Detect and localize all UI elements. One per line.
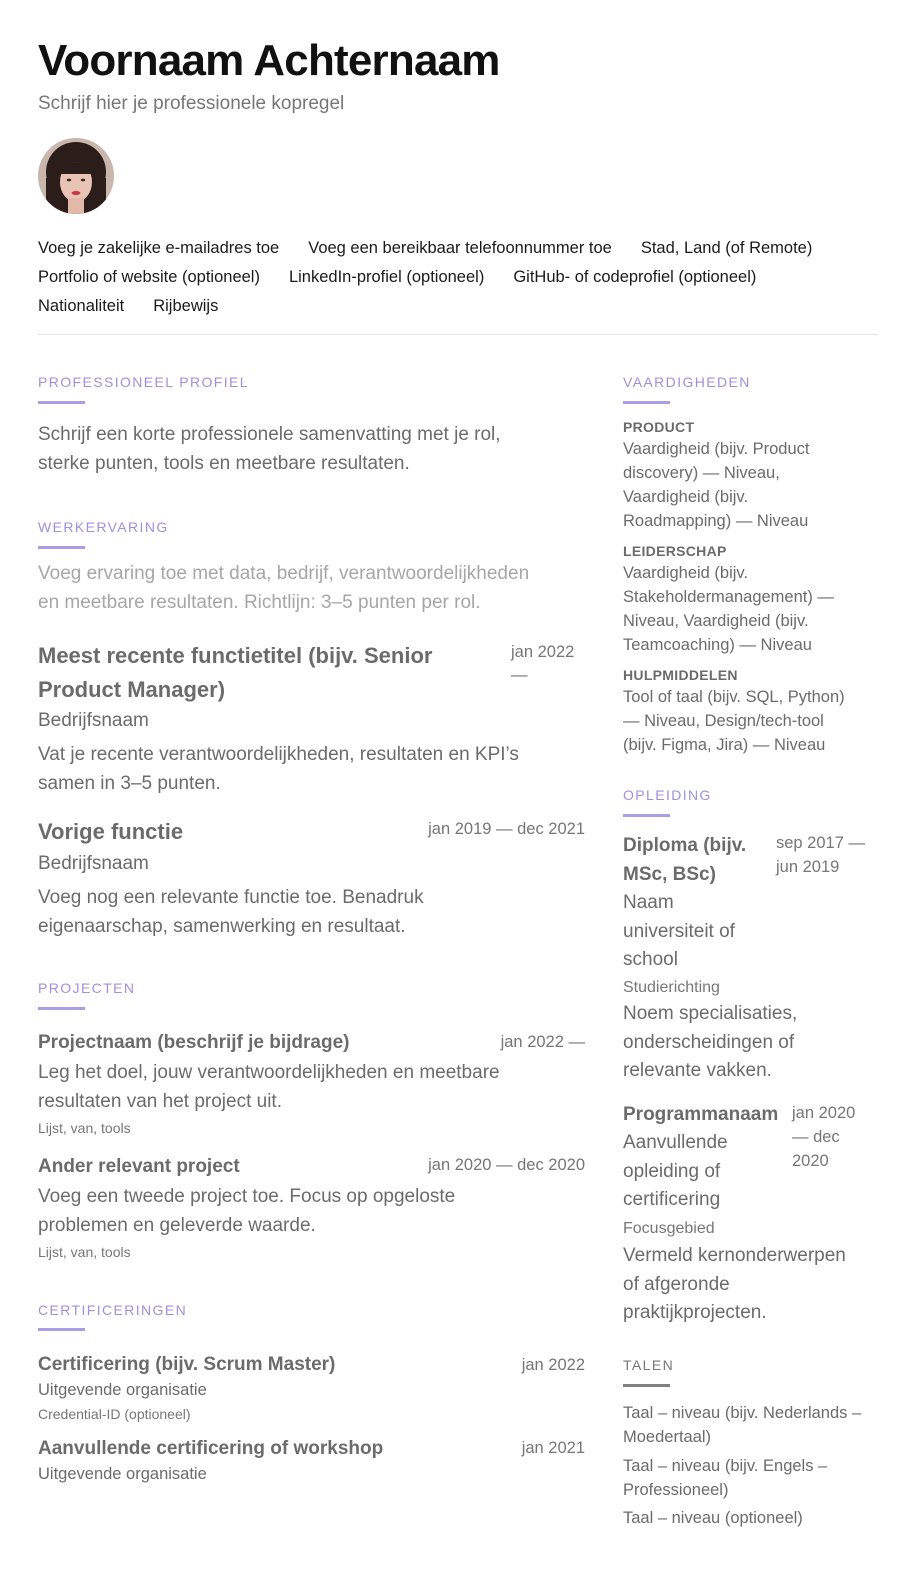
phone-contact[interactable]: Voeg een bereikbaar telefoonnummer toe [308,239,612,257]
section-title-languages: TALEN [623,1357,675,1373]
section-underline [38,1328,85,1331]
certification-date: jan 2022 [521,1356,585,1374]
location-contact: Stad, Land (of Remote) [640,239,813,257]
linkedin-link[interactable]: LinkedIn-profiel (optioneel) [288,268,485,286]
project-description: Leg het doel, jouw verantwoordelijkheden en meetbare resultaten van het project uit. [38,1062,500,1112]
certification-title: Certificering (bijv. Scrum Master) [38,1354,336,1375]
company-name: Bedrijfsnaam [38,710,149,731]
job-description: Vat je recente verantwoordelijkheden, resultaten en KPI’s samen in 3–5 punten. [38,744,519,794]
section-underline [623,814,670,817]
website-link[interactable]: Portfolio of website (optioneel) [38,268,260,286]
section-title-certifications: CERTIFICERINGEN [38,1302,188,1318]
header-divider [38,334,878,335]
education-degree: Diploma (bijv. MSc, BSc) [623,835,747,885]
education-date: sep 2017 — jun 2019 [776,834,865,876]
drivers-license: Rijbewijs [153,297,219,315]
section-underline [38,1007,85,1010]
project-description: Voeg een tweede project toe. Focus op opgeloste problemen en geleverde waarde. [38,1186,456,1236]
skill-group-heading: HULPMIDDELEN [623,667,738,683]
project-tools: Lijst, van, tools [38,1120,131,1136]
section-title-skills: VAARDIGHEDEN [623,374,751,390]
profile-summary: Schrijf een korte professionele samenvatting met je rol, sterke punten, tools en meetbare resultaten. [38,424,501,474]
section-underline [623,1384,670,1387]
education-description: Vermeld kernonderwerpen of afgeronde praktijkprojecten. [623,1245,846,1323]
project-date: jan 2022 — [500,1033,585,1051]
full-name: Voornaam Achternaam [38,36,500,85]
language-item: Taal – niveau (bijv. Nederlands – Moedertaal) [623,1404,862,1446]
skill-group-items: Vaardigheid (bijv. Product discovery) — Niveau, Vaardigheid (bijv. Roadmapping) — Niveau [623,440,810,530]
project-tools: Lijst, van, tools [38,1244,131,1260]
education-degree: Programmanaam [623,1104,779,1125]
section-underline [623,401,670,404]
section-title-projects: PROJECTEN [38,980,136,996]
job-title: Vorige functie [38,819,184,844]
profile-photo-icon [38,138,114,214]
certification-issuer: Uitgevende organisatie [38,1381,207,1399]
section-underline [38,401,85,404]
certification-title: Aanvullende certificering of workshop [38,1438,384,1459]
email-contact[interactable]: Voeg je zakelijke e-mailadres toe [38,239,280,257]
education-field: Studierichting [623,979,720,996]
avatar [38,138,114,214]
project-title: Ander relevant project [38,1156,240,1177]
language-item: Taal – niveau (bijv. Engels – Professioneel) [623,1457,828,1499]
contact-info [38,234,878,321]
nationality: Nationaliteit [38,297,125,315]
section-title-education: OPLEIDING [623,787,712,803]
education-field: Focusgebied [623,1220,715,1237]
education-date: jan 2020 — dec 2020 [792,1104,856,1170]
project-title: Projectnaam (beschrijf je bijdrage) [38,1032,350,1053]
job-date: jan 2019 — dec 2021 [428,820,585,838]
job-title: Meest recente functietitel (bijv. Senior Product Manager) [38,643,433,702]
language-item: Taal – niveau (optioneel) [623,1509,803,1527]
experience-hint: Voeg ervaring toe met data, bedrijf, verantwoordelijkheden en meetbare resultaten. Richtlijn: 3–5 punten per rol. [38,563,530,613]
education-description: Noem specialisaties, onderscheidingen of relevante vakken. [623,1003,798,1081]
job-date: jan 2022 — [511,643,575,684]
skill-group-heading: PRODUCT [623,419,695,435]
job-description: Voeg nog een relevante functie toe. Benadruk eigenaarschap, samenwerking en resultaat. [38,887,424,937]
education-school: Aanvullende opleiding of certificering [623,1132,728,1210]
skill-group-heading: LEIDERSCHAP [623,543,727,559]
credential-id: Credential-ID (optioneel) [38,1406,191,1422]
skill-group-items: Vaardigheid (bijv. Stakeholdermanagement) — Niveau, Vaardigheid (bijv. Teamcoaching) — Niveau [623,564,834,654]
certification-date: jan 2021 [521,1439,585,1457]
section-underline [38,546,85,549]
github-link[interactable]: GitHub- of codeprofiel (optioneel) [513,268,757,286]
section-title-profile: PROFESSIONEEL PROFIEL [38,374,249,390]
headline: Schrijf hier je professionele kopregel [38,93,345,114]
project-date: jan 2020 — dec 2020 [428,1156,585,1174]
skill-group-items: Tool of taal (bijv. SQL, Python) — Niveau, Design/tech-tool (bijv. Figma, Jira) — Niveau [623,688,845,754]
certification-issuer: Uitgevende organisatie [38,1465,207,1483]
section-title-experience: WERKERVARING [38,519,169,535]
education-school: Naam universiteit of school [623,892,735,970]
company-name: Bedrijfsnaam [38,853,149,874]
